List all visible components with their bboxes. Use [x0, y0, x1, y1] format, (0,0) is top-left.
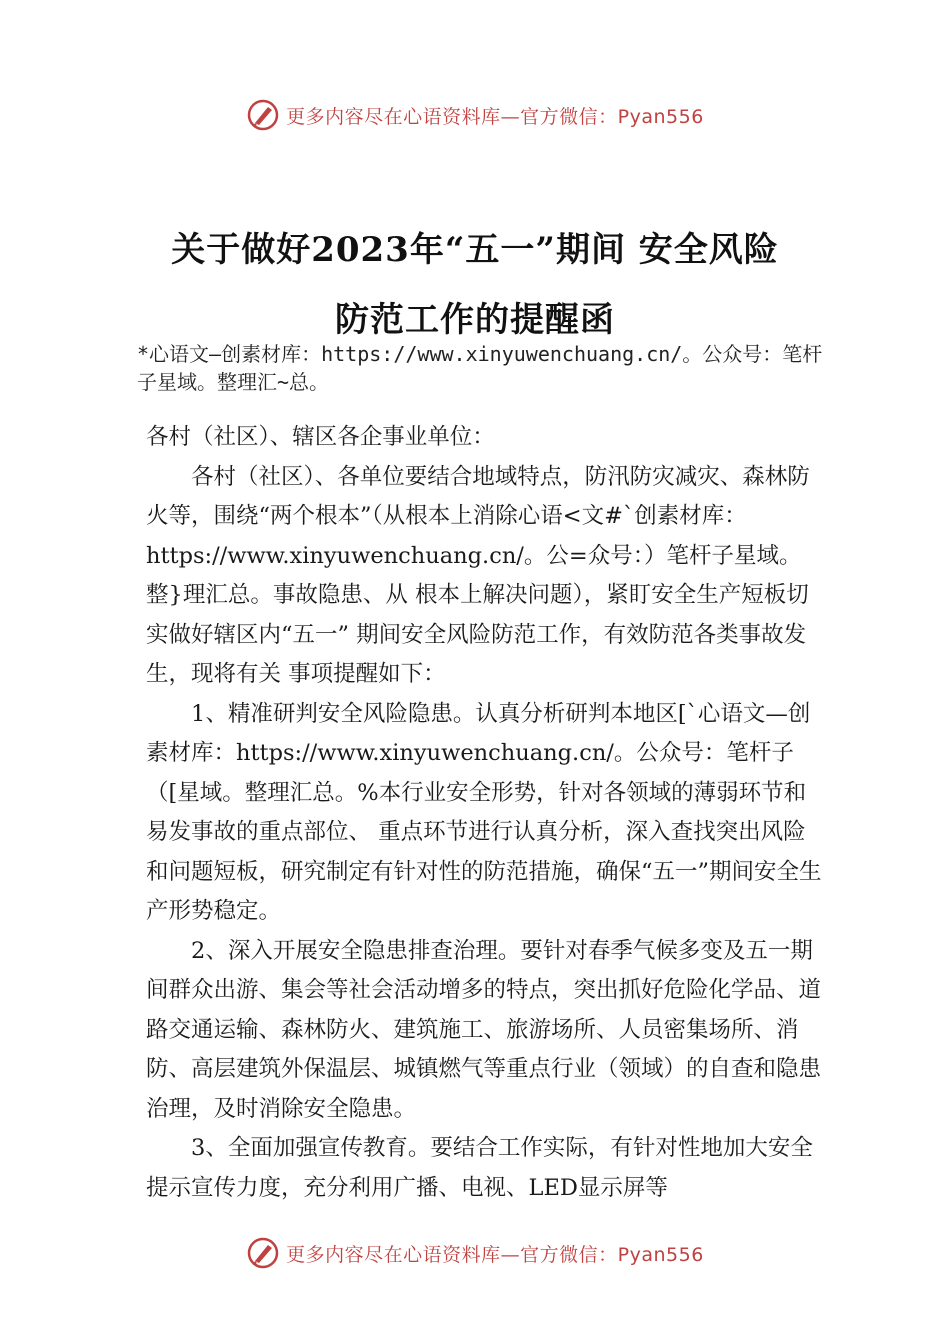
- header-banner: [0, 95, 950, 135]
- pen-logo-icon: [246, 1236, 280, 1270]
- pen-logo-icon: [246, 98, 280, 132]
- paragraph-item-2: 2、深入开展安全隐患排查治理。要针对春季气候多变及五一期间群众出游、集会等社会活动增多的特点，突出抓好危险化学品、道路交通运输、森林防火、建筑施工、旅游场所、人员密集场所、消防、高层建筑外保温层、城镇燃气等重点行业（领域）的自查和隐患治理，及时消除安全隐患。: [146, 937, 822, 1122]
- paragraph-intro: 各村（社区）、各单位要结合地域特点，防汛防灾减灾、森林防火等，围绕“两个根本”（从根本上消除心语<文#`创素材库：https://www.xinyuwenchuang.cn/。公=众号：）笔杆子星域。整}理汇总。事故隐患、从 根本上解决问题），紧盯安全生产短板切实做好辖区内“五一” 期间安全风险防范工作，有效防范各类事故发生，现将有关 事项提醒如下：: [146, 463, 810, 687]
- source-note: *心语文—创素材库：https://www.xinyuwenchuang.cn/。公众号：笔杆子星域。整理汇~总。: [137, 342, 823, 394]
- salutation: 各村（社区）、辖区各企事业单位：: [146, 424, 495, 450]
- wechat-id: Pyan556: [617, 1243, 704, 1266]
- page-title-line1: 关于做好2023年“五一”期间 安全风险: [171, 230, 779, 270]
- page-title-line2: 防范工作的提醒函: [335, 300, 615, 340]
- banner-text: 更多内容尽在心语资料库—官方微信：Pyan556: [286, 105, 704, 128]
- footer-banner: [0, 1233, 950, 1273]
- banner-text: 更多内容尽在心语资料库—官方微信：Pyan556: [286, 1243, 704, 1266]
- paragraph-item-1: 1、精准研判安全风险隐患。认真分析研判本地区[`心语文—创素材库：https://www.xinyuwenchuang.cn/。公众号：笔杆子（[星域。整理汇总。%本行业安全形势，针对各领域的薄弱环节和易发事故的重点部位、 重点环节进行认真分析，深入查找突出风险和问题短板，研究制定有针对性的防范措施，确保“五一”期间安全生产形势稳定。: [146, 700, 822, 924]
- document-body: [146, 418, 826, 1208]
- paragraph-item-3: 3、全面加强宣传教育。要结合工作实际，有针对性地加大安全提示宣传力度，充分利用广播、电视、LED显示屏等: [146, 1135, 813, 1201]
- wechat-id: Pyan556: [617, 105, 704, 128]
